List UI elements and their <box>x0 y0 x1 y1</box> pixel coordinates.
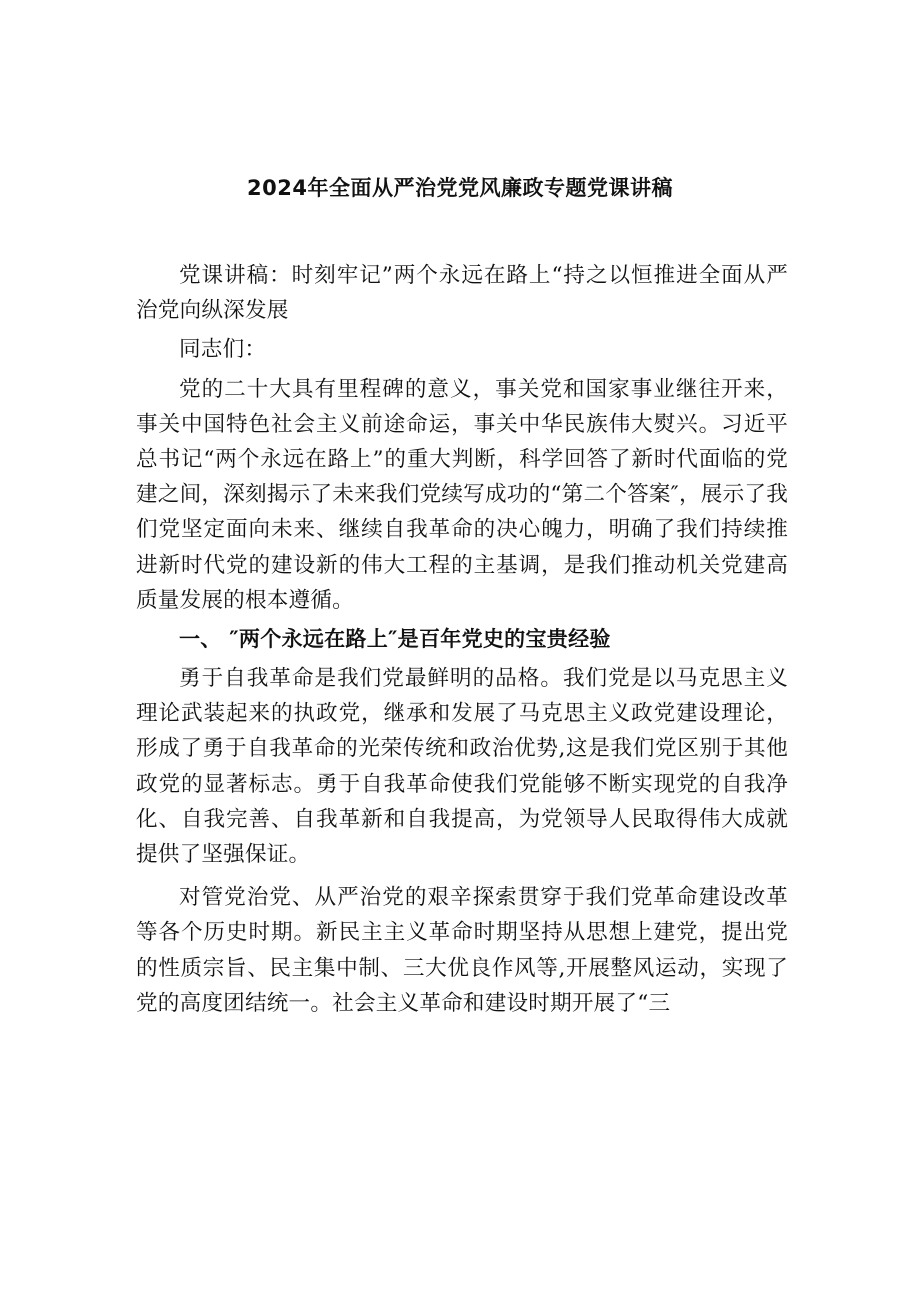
document-title: 2024年全面从严治党党风廉政专题党课讲稿 <box>247 176 673 200</box>
section-paragraph: 勇于自我革命是我们党最鲜明的品格。我们党是以马克思主义理论武装起来的执政党，继承和发展了马克思主义政党建设理论，形成了勇于自我革命的光荣传统和政治优势,这是我们党区别于其他政党的显著标志。勇于自我革命使我们党能够不断实现党的自我净化、自我完善、自我革新和自我提高，为党领导人民取得伟大成就提供了坚强保证。 <box>136 666 788 868</box>
subtitle-paragraph: 党课讲稿：时刻牢记”两个永远在路上“持之以恒推进全面从严治党向纵深发展 <box>136 263 788 324</box>
section-paragraph: 对管党治党、从严治党的艰辛探索贯穿于我们党革命建设改革等各个历史时期。新民主主义革命时期坚持从思想上建党，提出党的性质宗旨、民主集中制、三大优良作风等,开展整风运动，实现了党的高度团结统一。社会主义革命和建设时期开展了“三 <box>136 885 788 1016</box>
section-heading: 一、 ″两个永远在路上″是百年党史的宝贵经验 <box>179 627 611 652</box>
intro-paragraph: 党的二十大具有里程碑的意义，事关党和国家事业继往开来，事关中国特色社会主义前途命运，事关中华民族伟大熨兴。习近平总书记“两个永远在路上”的重大判断，科学回答了新时代面临的党建之间，深刻揭示了未来我们党续写成功的“第二个答案″，展示了我们党坚定面向未来、继续自我革命的决心魄力，明确了我们持续推进新时代党的建设新的伟大工程的主基调，是我们推动机关党建高质量发展的根本遵循。 <box>136 376 788 613</box>
greeting-paragraph: 同志们： <box>179 337 267 363</box>
document-body <box>136 258 788 1021</box>
